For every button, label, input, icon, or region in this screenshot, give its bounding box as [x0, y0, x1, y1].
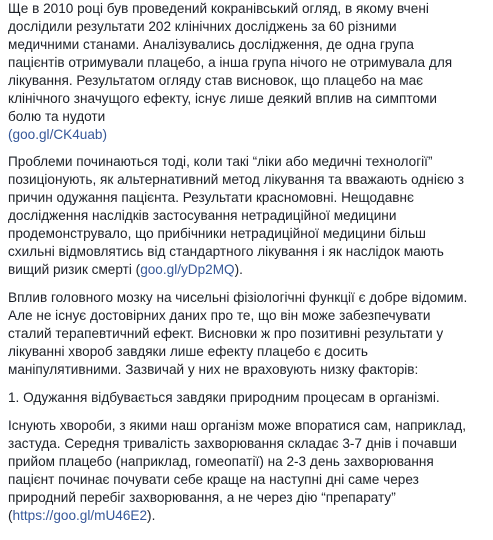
- source-link-cochrane[interactable]: (goo.gl/CK4uab): [8, 127, 107, 142]
- text-line: болю та нудоти: [8, 109, 106, 124]
- text-line: застуда. Середня тривалість захворювання складає 3-7 днів і почавши: [8, 436, 457, 451]
- text-line: прийом плацебо (наприклад, гомеопатії) на 2-3 день захворювання: [8, 454, 434, 469]
- text-line: медичними станами. Аналізувались дослідження, де одна група: [8, 37, 414, 52]
- text-fragment: ).: [147, 508, 156, 523]
- paragraph-natural-recovery: [8, 417, 489, 525]
- text-line: сталий терапевтичний ефект. Висновки ж про позитивні результати у: [8, 326, 444, 341]
- text-line: Проблеми починаються тоді, коли такі “ліки або медичні технології”: [8, 154, 433, 169]
- text-fragment: ).: [234, 262, 243, 277]
- text-line: причин одужання пацієнта. Результати красномовні. Нещодавнє: [8, 190, 414, 205]
- text-line: лікуванні хвороб завдяки лише ефекту плацебо є досить: [8, 344, 368, 359]
- text-line: дослідили результати 202 клінічних досліджень за 60 різними: [8, 19, 397, 34]
- text-fragment: (: [8, 508, 13, 523]
- text-line: дослідження наслідків застосування нетрадиційної медицини: [8, 208, 397, 223]
- text-line: схильні відмовлятись від стандартного лікування і як наслідок мають: [8, 244, 444, 259]
- text-line: лікування. Результатом огляду став висновок, що плацебо на має: [8, 73, 424, 88]
- source-link-natural-recovery[interactable]: https://goo.gl/mU46E2: [12, 508, 148, 523]
- text-fragment: вищий ризик смерті (: [8, 262, 141, 277]
- text-line: Але не існує достовірних даних про те, що він може забезпечувати: [8, 308, 431, 323]
- text-line: Вплив головного мозку на чисельні фізіологічні функції є добре відомим.: [8, 290, 468, 305]
- paragraph-factor-1: [8, 389, 489, 407]
- text-line: Існують хвороби, з якими наш організм може впоратися сам, наприклад,: [8, 418, 466, 433]
- paragraph-brain-influence: [8, 289, 489, 379]
- text-line: пацієнтів отримували плацебо, а інша група нічого не отримувала для: [8, 55, 453, 70]
- paragraph-cochrane-review: [8, 0, 489, 144]
- paragraph-alternative-medicine: [8, 153, 489, 279]
- text-line: Ще в 2010 році був проведений кокранівський огляд, в якому вчені: [8, 1, 429, 16]
- text-line: пацієнт починає почувати себе краще на наступні дні саме через: [8, 472, 419, 487]
- text-line: маніпулятивними. Зазвичай у них не враховують низку факторів:: [8, 362, 419, 377]
- text-line: природний перебіг захворювання, а не через дію “препарату”: [8, 490, 396, 505]
- text-line: позиціонують, як альтернативний метод лікування та вважають однією з: [8, 172, 464, 187]
- text-line: клінічного значущого ефекту, існує лише деякий вплив на симптоми: [8, 91, 437, 106]
- text-line: продемонструвало, що прибічники нетрадиційної медицини більш: [8, 226, 426, 241]
- text-line: 1. Одужання відбувається завдяки природним процесам в організмі.: [8, 390, 440, 405]
- source-link-mortality-study[interactable]: goo.gl/yDp2MQ: [140, 262, 235, 277]
